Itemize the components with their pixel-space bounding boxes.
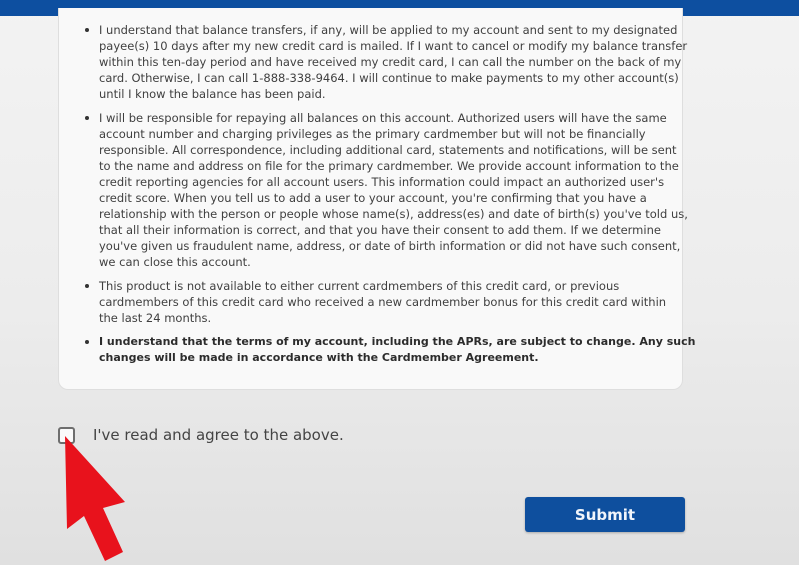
submit-button[interactable]: Submit xyxy=(525,497,685,532)
terms-line: This product is not available to either current cardmembers of this credit card, or previous xyxy=(99,279,620,293)
terms-line: credit score. When you tell us to add a user to your account, you're confirming that you have a xyxy=(99,191,647,205)
terms-line: changes will be made in accordance with the Cardmember Agreement. xyxy=(99,351,539,364)
bullet-icon xyxy=(85,284,89,288)
terms-line: card. Otherwise, I can call 1-888-338-9464. I will continue to make payments to my other account(s) xyxy=(99,71,679,85)
red-arrow-icon xyxy=(55,430,140,565)
terms-line: responsible. All correspondence, including additional card, statements and notifications, will be sent xyxy=(99,143,677,157)
terms-panel xyxy=(58,8,696,390)
terms-line: I understand that the terms of my account, including the APRs, are subject to change. Any such xyxy=(99,335,696,348)
bullet-icon xyxy=(85,28,89,32)
terms-item-balance-transfers xyxy=(85,22,688,102)
terms-line: you've given us fraudulent name, address, or date of birth information or did not have such consent, xyxy=(99,239,681,253)
terms-line: relationship with the person or people whose name(s), address(es) and date of birth(s) you've told us, xyxy=(99,207,688,221)
terms-line: payee(s) 10 days after my new credit card is mailed. If I want to cancel or modify my balance transfer xyxy=(99,39,688,53)
terms-line: I understand that balance transfers, if any, will be applied to my account and sent to my designated xyxy=(99,23,678,37)
terms-line: I will be responsible for repaying all balances on this account. Authorized users will have the same xyxy=(99,111,667,125)
terms-line: account number and charging privileges as the primary cardmember but will not be financially xyxy=(99,127,646,141)
terms-line: the last 24 months. xyxy=(99,311,212,325)
terms-item-product-eligibility xyxy=(85,278,670,326)
terms-line: until I know the balance has been paid. xyxy=(99,87,326,101)
terms-line: we can close this account. xyxy=(99,255,251,269)
terms-item-repayment-responsibility xyxy=(85,110,688,270)
terms-line: cardmembers of this credit card who received a new cardmember bonus for this credit card within xyxy=(99,295,667,309)
terms-item-apr-changes xyxy=(85,334,696,366)
terms-line: credit reporting agencies for all account users. This information could impact an authorized user's xyxy=(99,175,665,189)
bullet-icon xyxy=(85,340,89,344)
red-arrow-shape xyxy=(65,436,125,561)
terms-line: within this ten-day period and have received my credit card, I can call the number on the back of my xyxy=(99,55,682,69)
terms-line: to the name and address on file for the primary cardmember. We provide account information to the xyxy=(99,159,679,173)
terms-line: that all their information is correct, and that you have their consent to add them. If we determine xyxy=(99,223,661,237)
agree-label[interactable]: I've read and agree to the above. xyxy=(93,426,344,444)
terms-list xyxy=(59,8,696,366)
bullet-icon xyxy=(85,116,89,120)
